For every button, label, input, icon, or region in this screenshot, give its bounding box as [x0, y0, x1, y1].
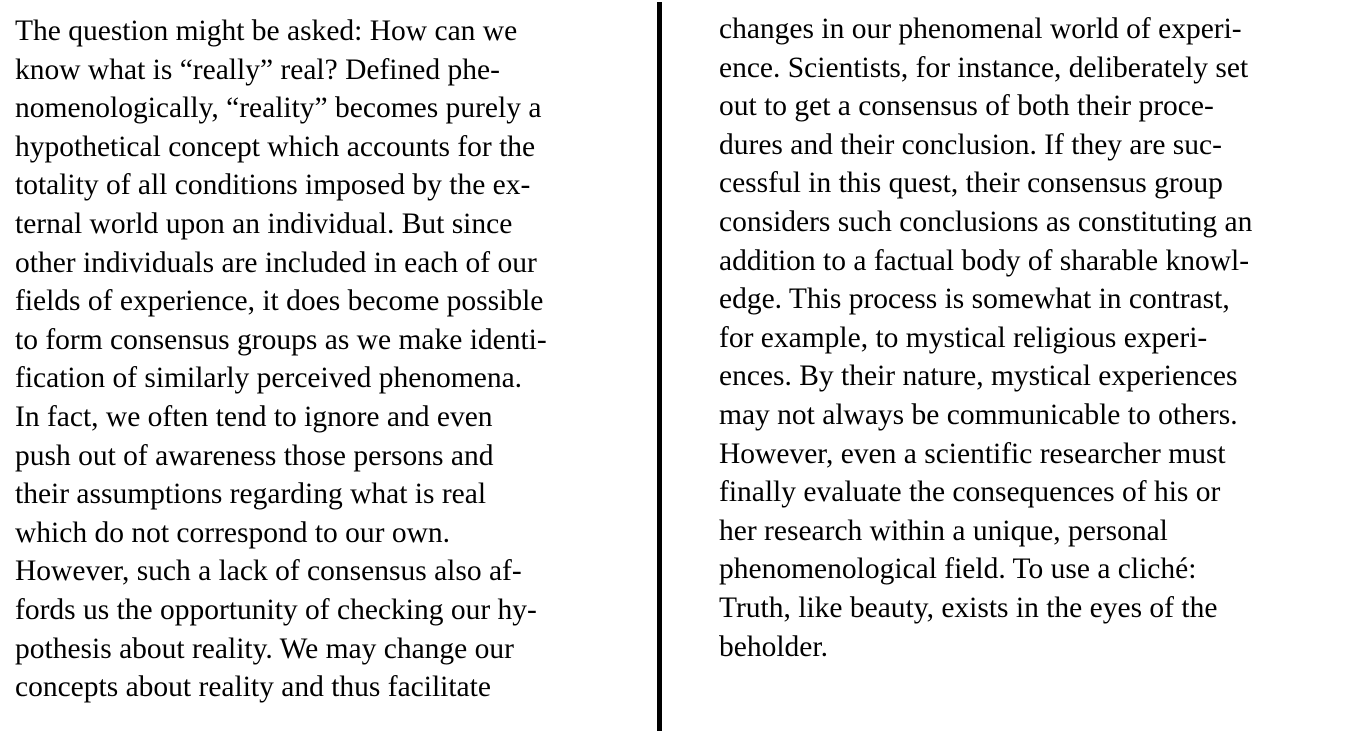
- text-line: finally evaluate the consequences of his or: [719, 476, 1221, 509]
- text-line: other individuals are included in each of our: [15, 246, 537, 279]
- text-line: pothesis about reality. We may change our: [15, 632, 514, 665]
- text-line: changes in our phenomenal world of experi-: [719, 13, 1242, 45]
- text-line: However, even a scientific researcher must: [719, 437, 1226, 470]
- text-line: know what is “really” real? Defined phe-: [15, 53, 500, 86]
- text-line: ternal world upon an individual. But since: [15, 207, 513, 240]
- text-line: In fact, we often tend to ignore and even: [15, 400, 493, 433]
- text-line: may not always be communicable to others.: [719, 398, 1238, 431]
- text-line: fords us the opportunity of checking our hy-: [15, 593, 537, 626]
- text-line: ence. Scientists, for instance, deliberately set: [719, 51, 1249, 84]
- text-line: addition to a factual body of sharable knowl-: [719, 244, 1250, 277]
- text-line: ences. By their nature, mystical experiences: [719, 360, 1238, 393]
- column-divider: [657, 2, 662, 731]
- text-line: Truth, like beauty, exists in the eyes of the: [719, 591, 1218, 624]
- left-text-column: [15, 12, 547, 707]
- text-line: fication of similarly perceived phenomena.: [15, 362, 523, 395]
- text-line: However, such a lack of consensus also af-: [15, 555, 522, 588]
- text-line: her research within a unique, personal: [719, 514, 1168, 547]
- text-line: for example, to mystical religious experi-: [719, 321, 1208, 354]
- text-line: phenomenological field. To use a cliché:: [719, 553, 1197, 586]
- text-line: which do not correspond to our own.: [15, 516, 451, 549]
- text-line: considers such conclusions as constituting an: [719, 205, 1253, 238]
- text-line: nomenologically, “reality” becomes purely a: [15, 92, 542, 125]
- text-line: push out of awareness those persons and: [15, 439, 494, 472]
- text-line: to form consensus groups as we make identi-: [15, 323, 547, 356]
- text-line: dures and their conclusion. If they are suc-: [719, 128, 1222, 161]
- text-line: their assumptions regarding what is real: [15, 478, 487, 511]
- right-text-column: [719, 10, 1252, 666]
- text-line: hypothetical concept which accounts for the: [15, 130, 536, 163]
- text-line: concepts about reality and thus facilitate: [15, 671, 491, 704]
- text-line: out to get a consensus of both their proce-: [719, 90, 1214, 123]
- text-line: totality of all conditions imposed by the ex-: [15, 169, 531, 202]
- text-line: edge. This process is somewhat in contrast,: [719, 283, 1230, 316]
- text-line: cessful in this quest, their consensus group: [719, 167, 1223, 200]
- text-line: fields of experience, it does become possible: [15, 285, 544, 318]
- text-line: The question might be asked: How can we: [15, 15, 518, 47]
- text-line: beholder.: [719, 630, 828, 663]
